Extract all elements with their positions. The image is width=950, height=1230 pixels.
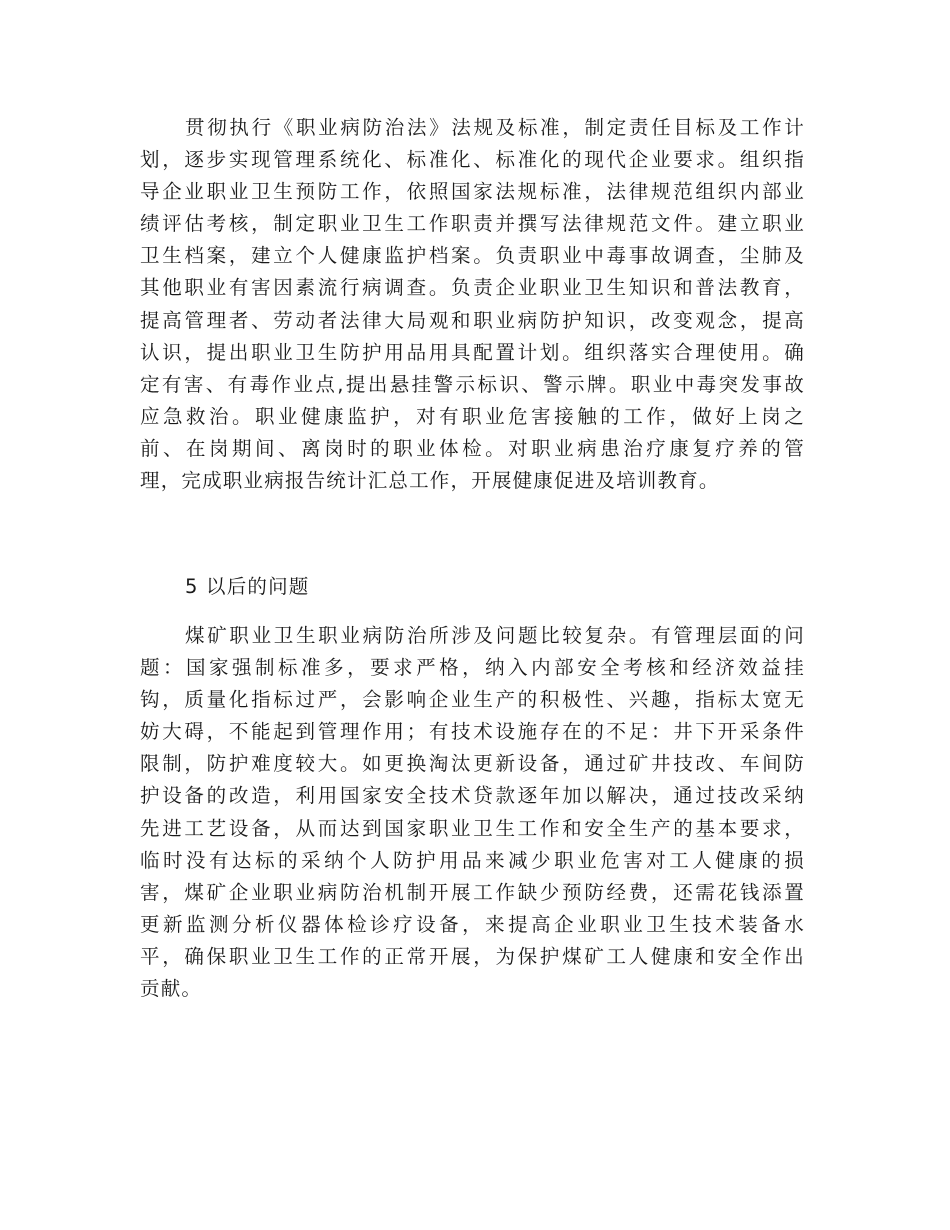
text-line: 妨大碍，不能起到管理作用；有技术设施存在的不足：井下开采条件 bbox=[140, 720, 805, 744]
paragraph-future-problems bbox=[140, 620, 805, 1005]
paragraph-occupational-health-duties bbox=[140, 112, 805, 497]
text-line: 钩，质量化指标过严，会影响企业生产的积极性、兴趣，指标太宽无 bbox=[140, 688, 805, 712]
text-line: 题：国家强制标准多，要求严格，纳入内部安全考核和经济效益挂 bbox=[140, 656, 805, 680]
text-line: 平，确保职业卫生工作的正常开展，为保护煤矿工人健康和安全作出 bbox=[140, 944, 805, 968]
section-heading-text: 5 以后的问题 bbox=[185, 575, 310, 598]
text-line: 害，煤矿企业职业病防治机制开展工作缺少预防经费，还需花钱添置 bbox=[140, 880, 805, 904]
text-line: 贡献。 bbox=[140, 977, 203, 1001]
text-line: 理，完成职业病报告统计汇总工作，开展健康促进及培训教育。 bbox=[140, 469, 720, 493]
text-line: 提高管理者、劳动者法律大局观和职业病防护知识，改变观念，提高 bbox=[140, 308, 805, 332]
text-line: 卫生档案，建立个人健康监护档案。负责职业中毒事故调查，尘肺及 bbox=[140, 244, 805, 268]
text-line: 煤矿职业卫生职业病防治所涉及问题比较复杂。有管理层面的问 bbox=[185, 624, 805, 647]
text-line: 绩评估考核，制定职业卫生工作职责并撰写法律规范文件。建立职业 bbox=[140, 212, 805, 236]
text-line: 先进工艺设备，从而达到国家职业卫生工作和安全生产的基本要求， bbox=[140, 816, 805, 840]
text-line: 贯彻执行《职业病防治法》法规及标准，制定责任目标及工作计 bbox=[185, 116, 805, 139]
text-line: 更新监测分析仪器体检诊疗设备，来提高企业职业卫生技术装备水 bbox=[140, 912, 805, 936]
text-line: 限制，防护难度较大。如更换淘汰更新设备，通过矿井技改、车间防 bbox=[140, 752, 805, 776]
text-line: 划，逐步实现管理系统化、标准化、标准化的现代企业要求。组织指 bbox=[140, 148, 805, 172]
text-line: 定有害、有毒作业点,提出悬挂警示标识、警示牌。职业中毒突发事故 bbox=[140, 372, 805, 396]
text-line: 临时没有达标的采纳个人防护用品来减少职业危害对工人健康的损 bbox=[140, 848, 805, 872]
text-line: 认识，提出职业卫生防护用品用具配置计划。组织落实合理使用。确 bbox=[140, 340, 805, 364]
text-line: 导企业职业卫生预防工作，依照国家法规标准，法律规范组织内部业 bbox=[140, 180, 805, 204]
text-line: 其他职业有害因素流行病调查。负责企业职业卫生知识和普法教育， bbox=[140, 276, 805, 300]
text-line: 护设备的改造，利用国家安全技术贷款逐年加以解决，通过技改采纳 bbox=[140, 784, 805, 808]
text-line: 前、在岗期间、离岗时的职业体检。对职业病患治疗康复疗养的管 bbox=[140, 436, 805, 460]
section-heading bbox=[140, 571, 805, 603]
text-line: 应急救治。职业健康监护，对有职业危害接触的工作，做好上岗之 bbox=[140, 404, 805, 428]
